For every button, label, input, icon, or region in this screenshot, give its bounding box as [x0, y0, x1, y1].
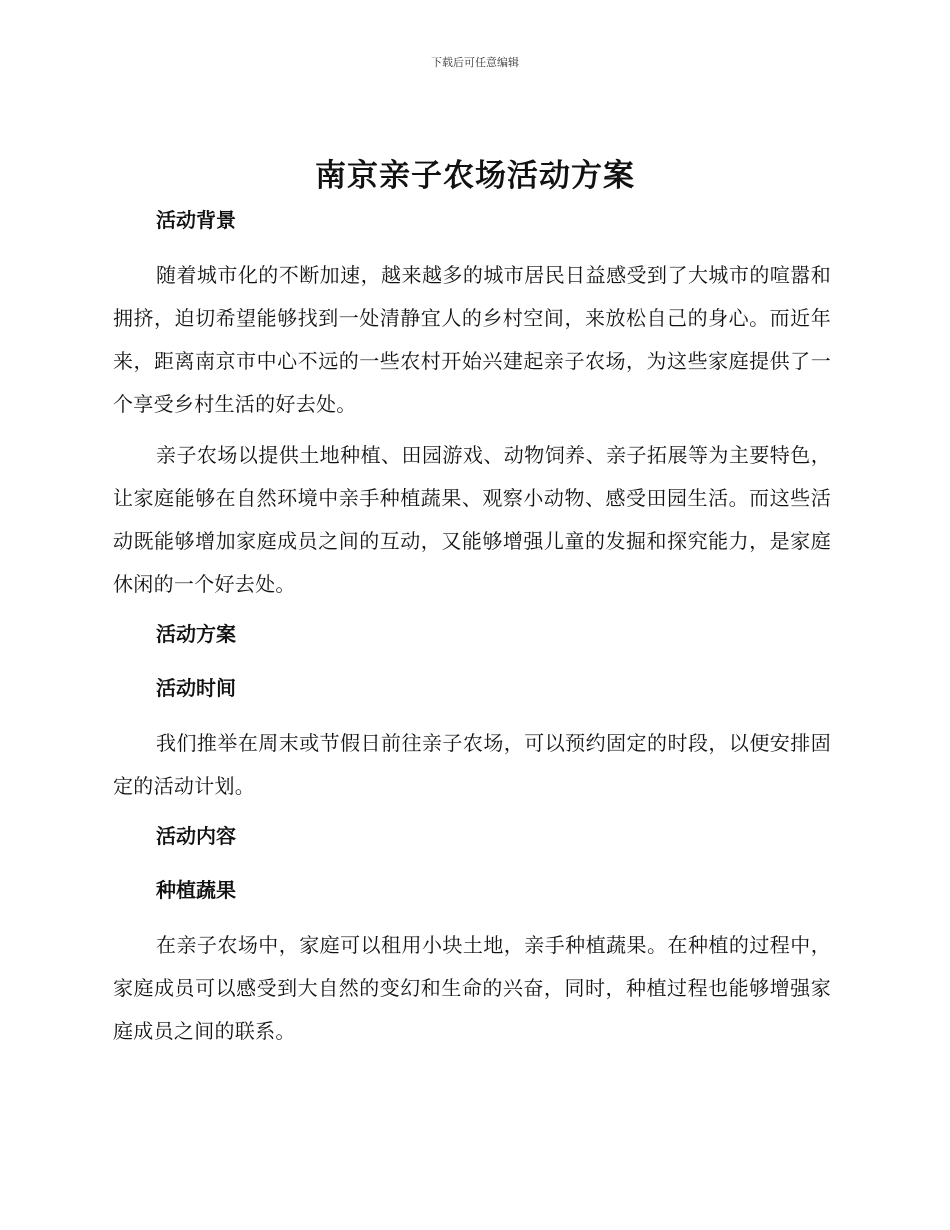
heading-planting: 种植蔬果 [156, 878, 236, 902]
heading-plan: 活动方案 [156, 622, 236, 646]
paragraph-planting-1: 在亲子农场中，家庭可以租用小块土地，亲手种植蔬果。在种植的过程中，家庭成员可以感受到大自然的变幻和生命的兴奋，同时，种植过程也能够增强家庭成员之间的联系。 [113, 933, 831, 1043]
document-title: 南京亲子农场活动方案 [315, 158, 635, 194]
document-body [113, 200, 831, 1061]
heading-content: 活动内容 [156, 824, 236, 848]
heading-time: 活动时间 [156, 676, 236, 700]
paragraph-background-2: 亲子农场以提供土地种植、田园游戏、动物饲养、亲子拓展等为主要特色，让家庭能够在自然环境中亲手种植蔬果、观察小动物、感受田园生活。而这些活动既能够增加家庭成员之间的互动，又能够增强儿童的发掘和探究能力，是家庭休闲的一个好去处。 [113, 443, 831, 596]
paragraph-time-1: 我们推举在周末或节假日前往亲子农场，可以预约固定的时段，以便安排固定的活动计划。 [113, 731, 831, 798]
heading-background: 活动背景 [156, 208, 236, 232]
header-note: 下载后可任意编辑 [431, 56, 519, 69]
paragraph-background-1: 随着城市化的不断加速，越来越多的城市居民日益感受到了大城市的喧嚣和拥挤，迫切希望能够找到一处清静宜人的乡村空间，来放松自己的身心。而近年来，距离南京市中心不远的一些农村开始兴建起亲子农场，为这些家庭提供了一个享受乡村生活的好去处。 [113, 263, 831, 416]
